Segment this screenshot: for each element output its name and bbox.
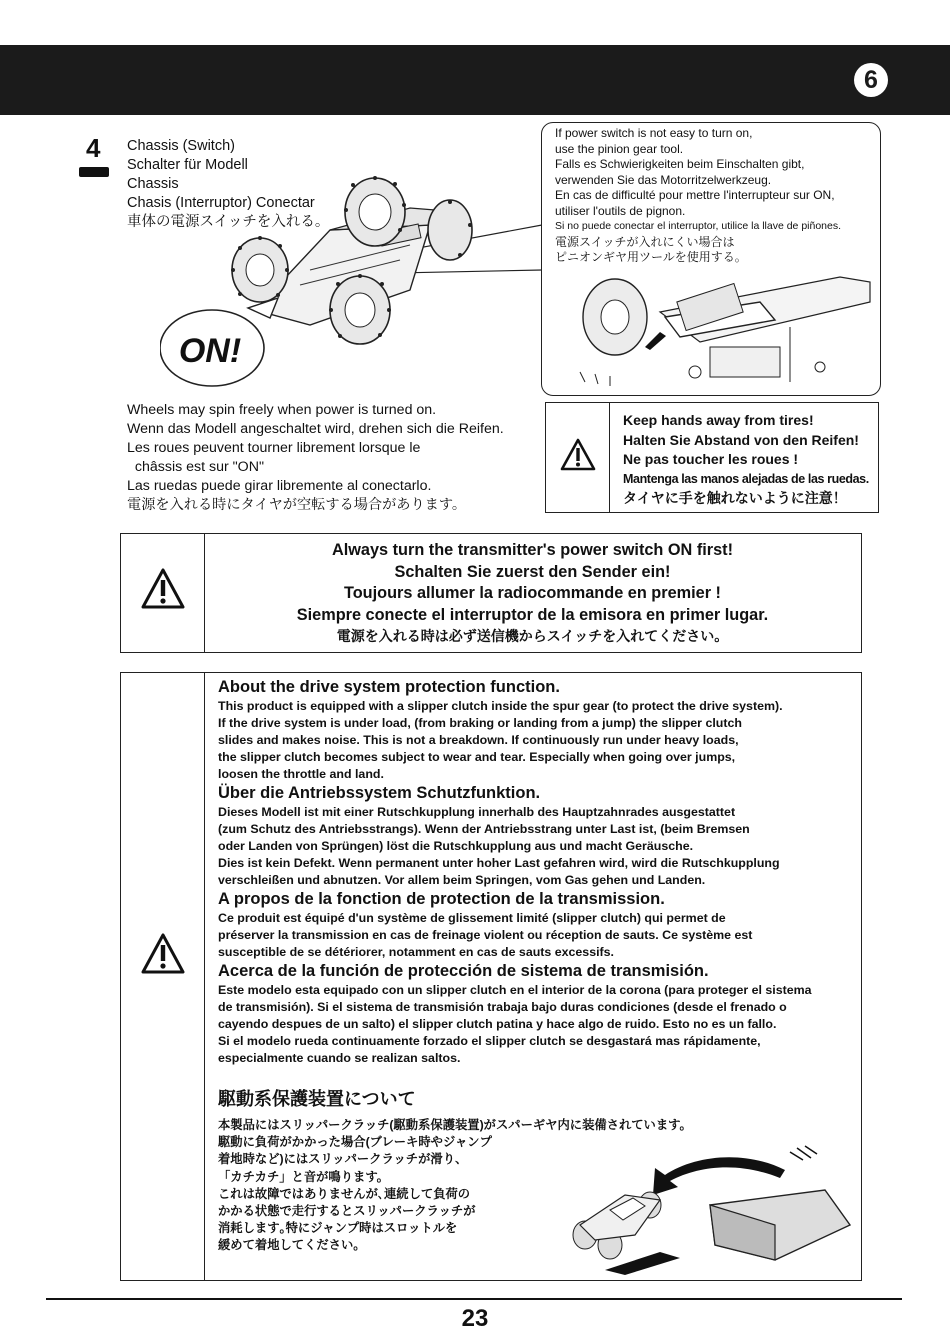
- drive-protection-icon-cell: [121, 673, 205, 1280]
- note-line: If power switch is not easy to turn on,: [555, 126, 753, 140]
- wheel-spin-note: [127, 401, 504, 515]
- jump-illustration: [555, 1140, 855, 1275]
- step-title-line: Chassis (Switch): [127, 138, 235, 154]
- paragraph-line: Dieses Modell ist mit einer Rutschkupplung innerhalb des Hauptzahnrades ausgestattet: [218, 805, 736, 819]
- step-title-line: Chassis: [127, 176, 179, 192]
- transmitter-warning-line: Toujours allumer la radiocommande en premier !: [344, 584, 721, 602]
- transmitter-warning-line: Schalten Sie zuerst den Sender ein!: [394, 562, 671, 581]
- note-line-jp: 電源スイッチが入れにくい場合は: [555, 234, 735, 249]
- note-line: verwenden Sie das Motorritzelwerkzeug.: [555, 172, 772, 187]
- tire-warning-box: [545, 402, 879, 513]
- paragraph-line: de transmisión). Si el sistema de transmisión trabaja bajo duras condiciones (desde el frenado o: [218, 1000, 787, 1014]
- paragraph-line-jp: かかる状態で走行するとスリッパークラッチが: [218, 1204, 476, 1219]
- step-title-line: Schalter für Modell: [127, 157, 248, 173]
- transmitter-warning-box: [120, 533, 862, 653]
- paragraph-line: oder Landen von Sprüngen) löst die Rutschkupplung aus und macht Geräusche.: [218, 839, 694, 853]
- section-number-badge: 6: [854, 63, 888, 97]
- note-line: utiliser l'outils de pignon.: [555, 203, 686, 218]
- note-line: Falls es Schwierigkeiten beim Einschalten gibt,: [555, 157, 805, 171]
- warning-icon: [139, 931, 187, 977]
- paragraph-line-jp: 緩めて着地してください。: [218, 1238, 366, 1253]
- paragraph-line: Si el modelo rueda continuamente forzado el slipper clutch se desgastará mas rápidamente,: [218, 1034, 761, 1048]
- pinion-tool-illustration: [560, 272, 875, 387]
- spin-note-line: Les roues peuvent tourner librement lorsque le: [127, 440, 421, 456]
- paragraph-line: loosen the throttle and land.: [218, 767, 384, 781]
- tire-warning-line-es: Mantenga las manos alejadas de las ruedas.: [623, 471, 869, 486]
- transmitter-warning-line-jp: 電源を入れる時は必ず送信機からスイッチを入れてください。: [336, 628, 729, 644]
- warning-icon: [139, 566, 187, 612]
- section-heading-de: Über die Antriebssystem Schutzfunktion.: [218, 784, 541, 802]
- tire-warning-text: [623, 411, 869, 509]
- transmitter-warning-line: Always turn the transmitter's power switch ON first!: [331, 541, 734, 559]
- header-bar: [0, 45, 950, 115]
- paragraph-line-jp: 「カチカチ」と音が鳴ります。: [218, 1169, 389, 1184]
- section-heading-fr: A propos de la fonction de protection de la transmission.: [218, 890, 665, 908]
- tire-warning-icon-cell: [546, 403, 610, 512]
- paragraph-line-jp: 駆動に負荷がかかった場合(ブレーキ時やジャンプ: [218, 1135, 492, 1150]
- paragraph-line: préserver la transmission en cas de freinage violent ou réception de sauts. Ce système est: [218, 928, 753, 942]
- spin-note-line: châssis est sur "ON": [127, 459, 265, 475]
- pinion-tool-note-text: [555, 126, 841, 266]
- paragraph-line: (zum Schutz des Antriebsstrangs). Wenn der Antriebsstrang unter Last ist, (beim Bremsen: [218, 822, 750, 836]
- footer-rule: [46, 1298, 902, 1300]
- note-line: use the pinion gear tool.: [555, 141, 684, 156]
- tire-warning-line: Halten Sie Abstand von den Reifen!: [623, 431, 859, 448]
- spin-note-line: Wheels may spin freely when power is turned on.: [127, 402, 437, 418]
- page-number: 23: [461, 1305, 489, 1332]
- paragraph-line: susceptible de se détériorer, notamment en cas de sauts excessifs.: [218, 945, 614, 959]
- transmitter-warning-text: [204, 540, 861, 648]
- spin-note-line: 電源を入れる時にタイヤが空転する場合があります。: [127, 497, 467, 513]
- paragraph-line: especialmente cuando se realizan saltos.: [218, 1051, 461, 1065]
- warning-icon: [559, 437, 597, 473]
- tire-warning-line: Ne pas toucher les roues !: [623, 451, 799, 467]
- note-line-jp: ピニオンギヤ用ツールを使用する。: [555, 250, 747, 264]
- note-line-es: Si no puede conectar el interruptor, utilice la llave de piñones.: [555, 220, 842, 232]
- paragraph-line-jp: 本製品にはスリッパークラッチ(駆動系保護装置)がスパーギヤ内に装備されています。: [218, 1118, 692, 1132]
- paragraph-line: Dies ist kein Defekt. Wenn permanent unter hoher Last gefahren wird, wird die Rutschkupplung: [218, 856, 780, 870]
- step-marker-icon: [79, 167, 109, 177]
- step-title-line: Chasis (Interruptor) Conectar: [127, 195, 315, 211]
- tire-warning-line-jp: タイヤに手を触れないように注意！: [623, 490, 847, 506]
- step-title-line: 車体の電源スイッチを入れる。: [127, 214, 330, 230]
- paragraph-line: the slipper clutch becomes subject to wear and tear. Especially when going over jumps,: [218, 750, 736, 764]
- on-callout-text: ON!: [178, 332, 242, 370]
- paragraph-line-jp: 消耗します｡特にジャンプ時はスロットルを: [218, 1221, 458, 1236]
- paragraph-line: If the drive system is under load, (from braking or landing from a jump) the slipper clutch: [218, 716, 742, 730]
- transmitter-warning-line: Siempre conecte el interruptor de la emisora en primer lugar.: [296, 605, 769, 624]
- spin-note-line: Wenn das Modell angeschaltet wird, drehen sich die Reifen.: [127, 421, 504, 437]
- section-heading-en: About the drive system protection function.: [218, 678, 560, 696]
- section-heading-es: Acerca de la función de protección de sistema de transmisión.: [218, 962, 709, 980]
- note-line: En cas de difficulté pour mettre l'interrupteur sur ON,: [555, 188, 835, 202]
- paragraph-line: This product is equipped with a slipper clutch inside the spur gear (to protect the drive system).: [218, 699, 783, 713]
- paragraph-line: Este modelo esta equipado con un slipper clutch en el interior de la corona (para proteger el sistema: [218, 983, 812, 997]
- paragraph-line: slides and makes noise. This is not a breakdown. If continuously run under heavy loads,: [218, 733, 739, 747]
- step-number: 4: [86, 133, 101, 163]
- paragraph-line-jp: 着地時など)にはスリッパークラッチが滑り、: [218, 1152, 468, 1167]
- paragraph-line: Ce produit est équipé d'un système de glissement limité (slipper clutch) qui permet de: [218, 911, 726, 925]
- paragraph-line-jp: これは故障ではありませんが､連続して負荷の: [218, 1186, 471, 1201]
- paragraph-line: cayendo despues de un salto) el slipper clutch patina y hace algo de ruido. Esto no es un fallo.: [218, 1017, 777, 1031]
- transmitter-warning-icon-cell: [121, 534, 205, 652]
- section-heading-jp: 駆動系保護装置について: [218, 1089, 416, 1109]
- chassis-illustration: [160, 170, 560, 400]
- spin-note-line: Las ruedas puede girar libremente al conectarlo.: [127, 478, 432, 494]
- tire-warning-line: Keep hands away from tires!: [623, 412, 814, 428]
- paragraph-line: verschleißen und abnutzen. Vor allem beim Springen, vom Gas gehen und Landen.: [218, 873, 706, 887]
